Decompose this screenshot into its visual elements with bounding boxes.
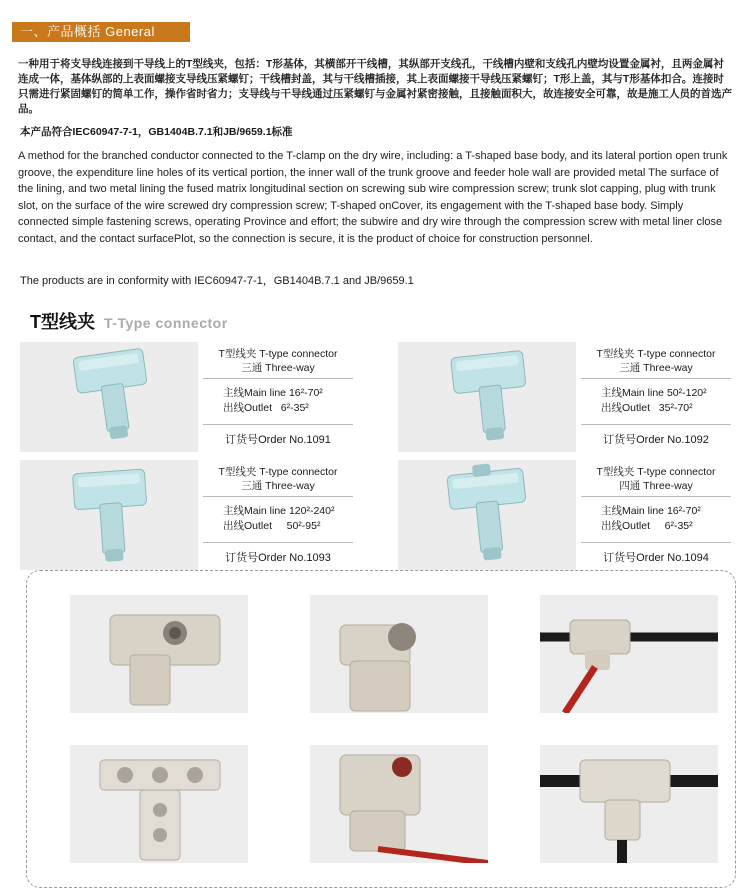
outlet-spec: 出线Outlet 6²-35²	[601, 520, 693, 532]
t-connector-image	[20, 460, 198, 570]
product-name: T型线夹 T-type connector	[596, 348, 716, 360]
photo-connector-front	[70, 595, 248, 713]
product-image-1094	[398, 460, 576, 570]
section-header-general: 一、产品概括 General	[12, 22, 190, 42]
product-info	[581, 460, 731, 570]
t-connector-image	[398, 460, 576, 570]
standard-cn-text: 本产品符合IEC60947-7-1，GB1404B.7.1和JB/9659.1标准	[20, 126, 293, 138]
t-connector-image	[20, 342, 198, 452]
product-card-1093	[20, 460, 353, 570]
outlet-spec: 出线Outlet 35²-70²	[601, 402, 693, 414]
product-title	[30, 308, 228, 334]
connector-photo	[540, 595, 718, 713]
product-info	[203, 460, 353, 570]
product-spec-row	[203, 497, 353, 543]
product-image-1091	[20, 342, 198, 452]
photo-connector-cable	[310, 745, 488, 863]
outlet-spec: 出线Outlet 50²-95²	[223, 520, 321, 532]
product-type: 四通 Three-way	[619, 480, 693, 492]
product-name: T型线夹 T-type connector	[596, 466, 716, 478]
product-name-row	[581, 342, 731, 379]
product-spec-row	[581, 497, 731, 543]
product-image-1092	[398, 342, 576, 452]
photo-connector-open	[70, 745, 248, 863]
product-spec-row	[581, 379, 731, 425]
order-number: 订货号Order No.1092	[603, 434, 709, 446]
product-type: 三通 Three-way	[619, 362, 693, 374]
order-number: 订货号Order No.1091	[225, 434, 331, 446]
conformity-english-text: The products are in conformity with IEC60947-7-1，GB1404B.7.1 and JB/9659.1	[20, 275, 414, 287]
product-info	[203, 342, 353, 452]
connector-photo	[70, 595, 248, 713]
photo-connector-mounted	[540, 745, 718, 863]
main-line-spec: 主线Main line 16²-70²	[601, 505, 701, 517]
t-connector-image	[398, 342, 576, 452]
product-name-row	[203, 342, 353, 379]
product-type: 三通 Three-way	[241, 362, 315, 374]
product-name: T型线夹 T-type connector	[218, 348, 338, 360]
product-card-1094	[398, 460, 731, 570]
connector-photo	[540, 745, 718, 863]
product-info	[581, 342, 731, 452]
product-title-en: T-Type connector	[104, 315, 228, 331]
product-type: 三通 Three-way	[241, 480, 315, 492]
product-name-row	[581, 460, 731, 497]
main-line-spec: 主线Main line 16²-70²	[223, 387, 323, 399]
order-number: 订货号Order No.1093	[225, 552, 331, 564]
order-number: 订货号Order No.1094	[603, 552, 709, 564]
connector-photo	[310, 745, 488, 863]
photo-connector-installed	[540, 595, 718, 713]
outlet-spec: 出线Outlet 6²-35²	[223, 402, 309, 414]
intro-chinese-text: 一种用于将支导线连接到干导线上的T型线夹，包括：T形基体，其横部开干线槽，其纵部开支线孔，干线槽内壁和支线孔内壁均设置金属衬，且两金属衬连成一体，基体纵部的上表面螺接支导线压紧螺钉；干线槽封盖，其与干线槽插接，其上表面螺接干导线压紧螺钉；T形上盖，其与T形基体扣合。连接时只需进行紧固螺钉的简单工作，操作省时省力；支导线与干导线通过压紧螺钉与金属衬紧密接触，且接触面积大，故连接安全可靠，故是施工人员的首选产品。	[18, 58, 732, 115]
product-spec-row	[203, 379, 353, 425]
product-name-row	[203, 460, 353, 497]
product-card-1092	[398, 342, 731, 452]
main-line-spec: 主线Main line 50²-120²	[601, 387, 707, 399]
product-card-1091	[20, 342, 353, 452]
product-image-1093	[20, 460, 198, 570]
main-line-spec: 主线Main line 120²-240²	[223, 505, 335, 517]
product-title-cn: T型线夹	[30, 312, 95, 332]
connector-photo	[310, 595, 488, 713]
photo-connector-side	[310, 595, 488, 713]
connector-photo	[70, 745, 248, 863]
intro-english-text: A method for the branched conductor connected to the T-clamp on the dry wire, including: a T-shaped base body, and its lateral portion open trunk groove, the expenditure line holes of its vertical portion, the inner wall of the trunk groove and feeder hole wall are provided metal The surface of the lining, and two metal lining the fused matrix longitudinal section on screwing sub wire compression screw; trunk slot capping, plug with trunk slot, on the surface of the wire screwed dry compression screw; T-shaped onCover, its engagement with the T-shaped base body. Simply connected simple fastening screws, operating Province and effort; the subwire and dry wire through the compression screw with metal liner close contact, and the contact surfacePlot, so the connection is secure, it is the product of choice for construction personnel.	[18, 150, 728, 245]
product-name: T型线夹 T-type connector	[218, 466, 338, 478]
